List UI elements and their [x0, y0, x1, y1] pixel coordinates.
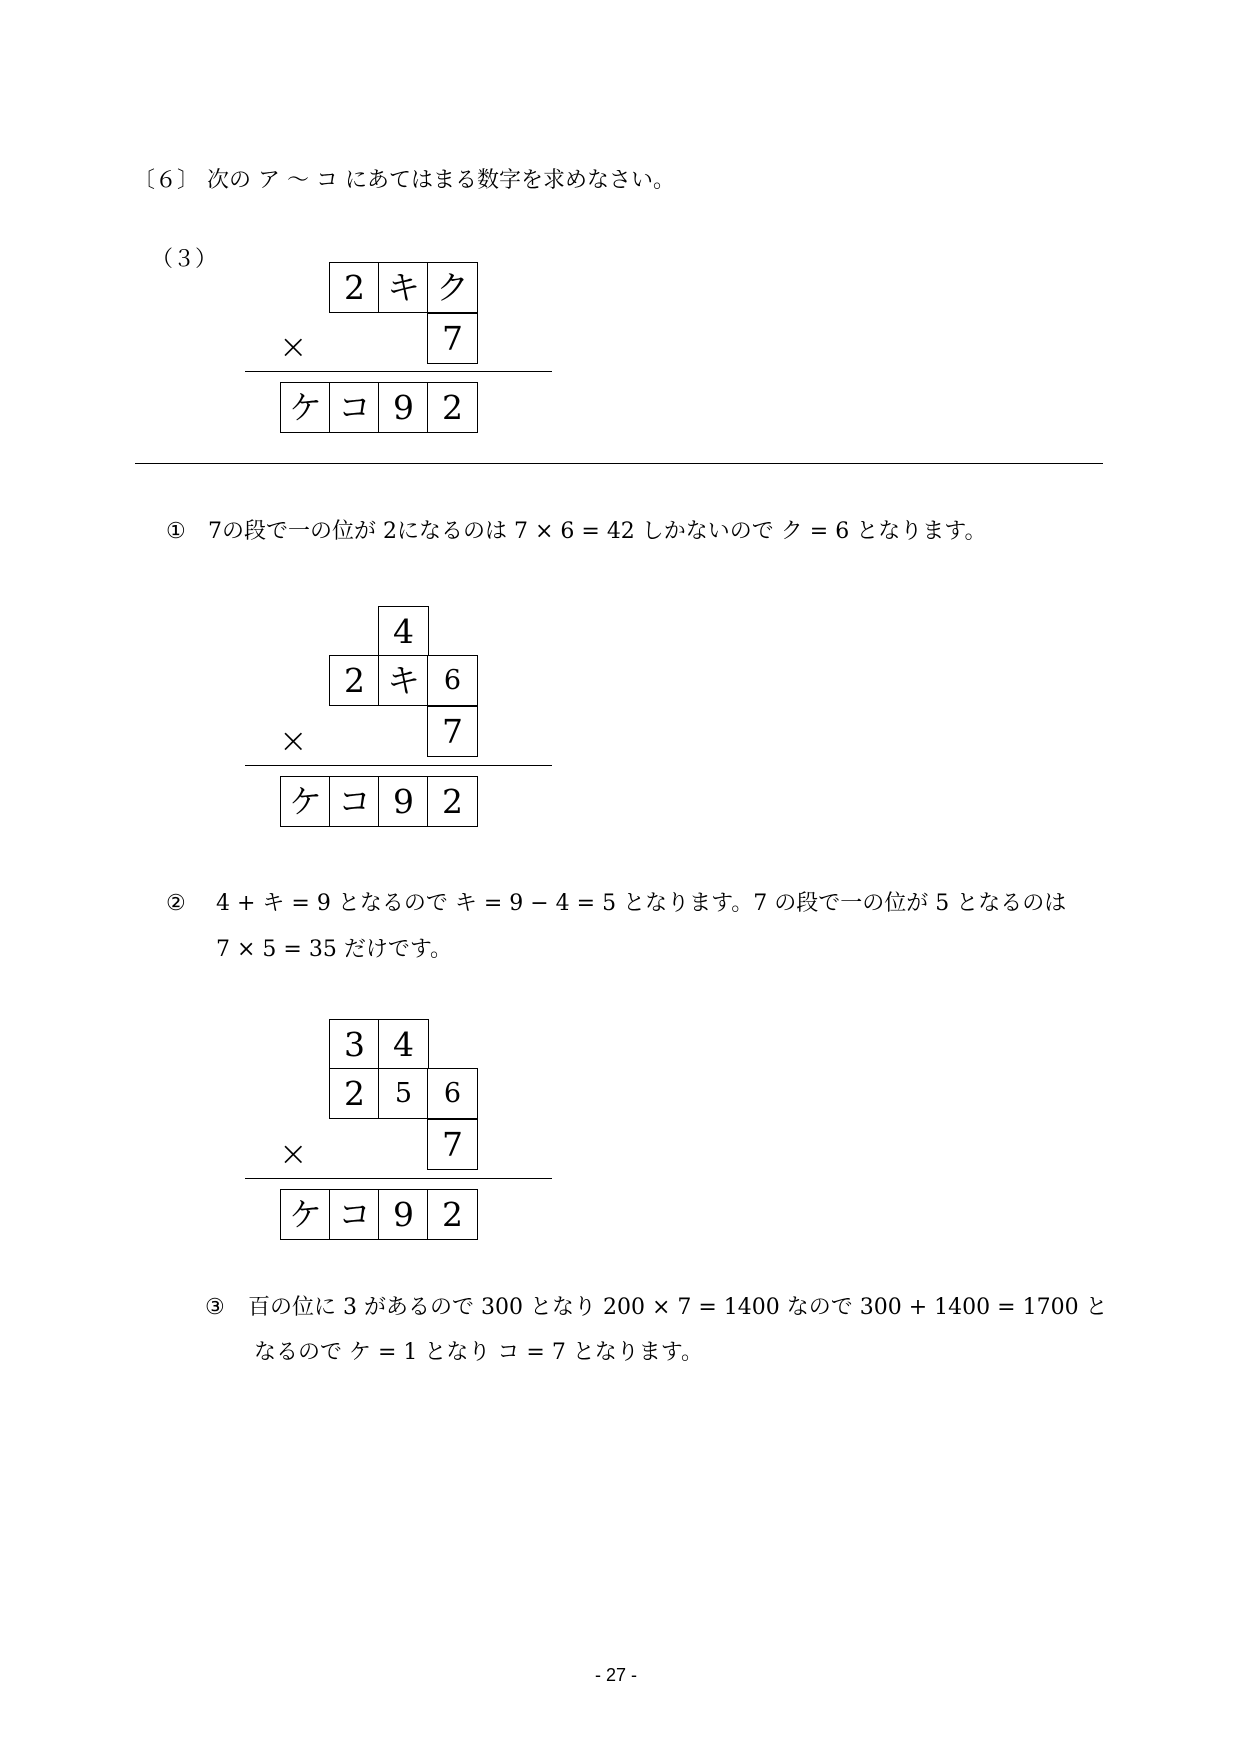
- result-cell-hundreds: コ: [329, 382, 380, 433]
- result-cell-tens: 9: [378, 1189, 429, 1240]
- carry-cell-hundreds: 3: [329, 1019, 380, 1070]
- carry-cell-tens: 4: [378, 1019, 429, 1070]
- step-2-line-1: 4 + キ = 9 となるので キ = 9 − 4 = 5 となります。7 の段で一の位が 5 となるのは: [216, 891, 1067, 916]
- page-number: - 27 -: [595, 1665, 638, 1685]
- top-cell-tens: キ: [378, 655, 429, 706]
- step-1-text: 7の段で一の位が 2になるのは 7 × 6 = 42 しかないので ク = 6 となります。: [208, 519, 987, 544]
- result-cell-tens: 9: [378, 776, 429, 827]
- multiplier-cell: 7: [427, 313, 478, 364]
- step-3-marker: ③: [205, 1295, 225, 1320]
- top-cell-hundreds: 2: [329, 262, 380, 313]
- times-sign: ×: [279, 327, 308, 367]
- top-cell-hundreds: 2: [329, 1068, 380, 1119]
- step-1-marker: ①: [166, 519, 186, 544]
- step-2-line-2: 7 × 5 = 35 だけです。: [216, 937, 453, 962]
- result-cell-ones: 2: [427, 382, 478, 433]
- calc-rule: [245, 765, 552, 766]
- sub-problem-number: （３）: [151, 247, 218, 272]
- times-sign: ×: [279, 721, 308, 761]
- result-cell-hundreds: コ: [329, 776, 380, 827]
- result-cell-ones: 2: [427, 1189, 478, 1240]
- step-3-line-2: なるので ケ = 1 となり コ = 7 となります。: [254, 1340, 704, 1365]
- result-cell-ones: 2: [427, 776, 478, 827]
- top-cell-tens: キ: [378, 262, 429, 313]
- times-sign: ×: [279, 1134, 308, 1174]
- result-cell-tens: 9: [378, 382, 429, 433]
- result-cell-thousands: ケ: [280, 382, 331, 433]
- calc-rule: [245, 371, 552, 372]
- top-cell-hundreds: 2: [329, 655, 380, 706]
- result-cell-thousands: ケ: [280, 776, 331, 827]
- result-cell-hundreds: コ: [329, 1189, 380, 1240]
- calc-rule: [245, 1178, 552, 1179]
- top-cell-tens: 5: [378, 1068, 429, 1119]
- top-cell-ones: ク: [427, 262, 478, 313]
- problem-number: 〔６〕: [133, 168, 200, 193]
- top-cell-ones: 6: [427, 655, 478, 706]
- step-3-line-1: 百の位に 3 があるので 300 となり 200 × 7 = 1400 なので 300 + 1400 = 1700 と: [248, 1295, 1108, 1320]
- section-divider: [135, 463, 1103, 464]
- step-2-marker: ②: [166, 891, 186, 916]
- result-cell-thousands: ケ: [280, 1189, 331, 1240]
- carry-cell: 4: [378, 606, 429, 657]
- problem-instruction: 次の ア 〜 コ にあてはまる数字を求めなさい。: [207, 168, 675, 193]
- multiplier-cell: 7: [427, 1119, 478, 1170]
- top-cell-ones: 6: [427, 1068, 478, 1119]
- multiplier-cell: 7: [427, 706, 478, 757]
